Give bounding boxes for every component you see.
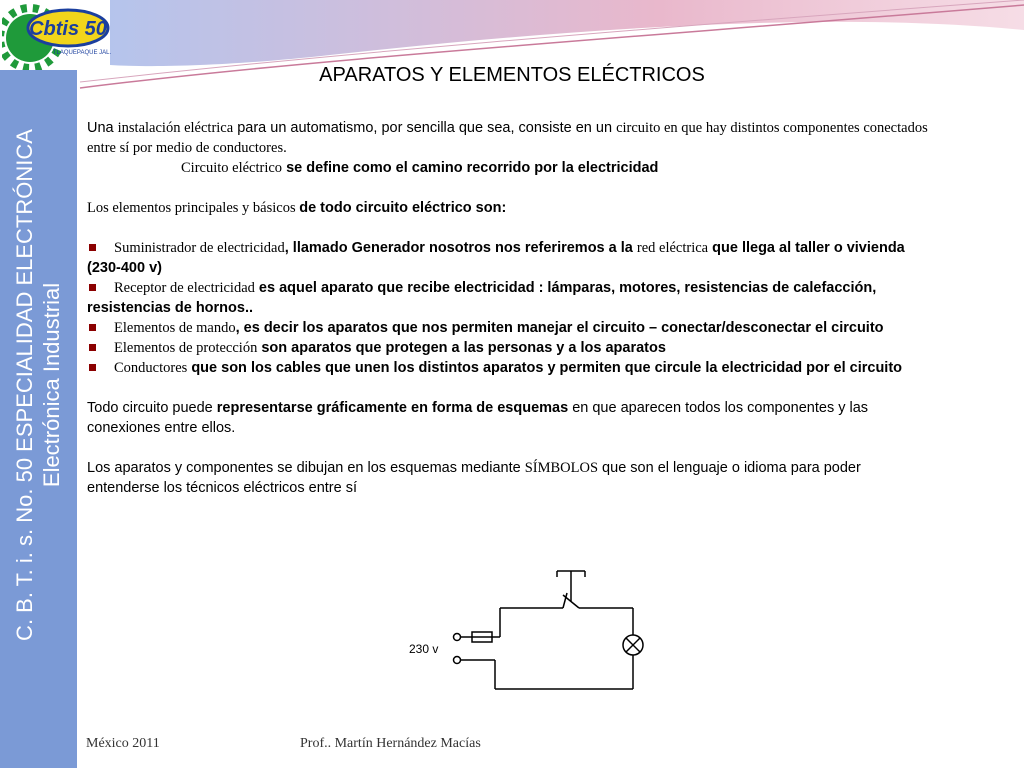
logo-subtext: TLAQUEPAQUE JAL. <box>52 50 112 56</box>
switch-icon <box>557 571 585 608</box>
bullet-icon <box>89 244 96 251</box>
voltage-label: 230 v <box>409 642 439 656</box>
specialty-name: Electrónica Industrial <box>39 282 64 488</box>
bullet-icon <box>89 364 96 371</box>
footer-author: Prof.. Martín Hernández Macías <box>300 736 481 751</box>
intro-paragraph: Una instalación eléctrica para un automatismo, por sencilla que sea, consiste en un circuito en que hay distintos componentes conectados entre sí por medio de conductores. <box>87 120 928 156</box>
list-item: Elementos de mando, es decir los aparatos que nos permiten manejar el circuito – conectar/desconectar el circuito <box>87 318 937 338</box>
sidebar-school-label <box>11 85 65 685</box>
slide-content <box>87 118 937 498</box>
footer-date: México 2011 <box>86 736 160 751</box>
list-item: Elementos de protección son aparatos que protegen a las personas y a los aparatos <box>87 338 937 358</box>
slide-title: APARATOS Y ELEMENTOS ELÉCTRICOS <box>319 64 705 86</box>
list-item: Receptor de electricidad es aquel aparato que recibe electricidad : lámparas, motores, resistencias de calefacción, resistencias de hornos.. <box>87 280 877 316</box>
school-name: C. B. T. i. s. No. 50 ESPECIALIDAD ELECTRÓNICA <box>12 129 37 641</box>
bullet-icon <box>89 284 96 291</box>
school-logo <box>2 2 112 70</box>
list-item: Conductores que son los cables que unen los distintos aparatos y permiten que circule la electricidad por el circuito <box>87 358 937 378</box>
bullet-icon <box>89 344 96 351</box>
elements-intro: Los elementos principales y básicos de todo circuito eléctrico son: <box>87 200 507 216</box>
fuse-icon <box>472 632 492 642</box>
logo-text: Cbtis 50 <box>29 18 107 40</box>
definition-line: Circuito eléctrico se define como el camino recorrido por la electricidad <box>181 160 659 176</box>
circuit-diagram <box>395 563 650 705</box>
schemes-paragraph: Todo circuito puede representarse gráficamente en forma de esquemas en que aparecen todos los componentes y las conexiones entre ellos. <box>87 400 869 436</box>
lamp-icon <box>623 635 643 655</box>
terminal-icon <box>454 634 461 664</box>
list-item: Suministrador de electricidad, llamado Generador nosotros nos referiremos a la red eléctrica que llega al taller o vivienda (230-400 v) <box>87 240 905 276</box>
symbols-paragraph: Los aparatos y componentes se dibujan en los esquemas mediante SÍMBOLOS que son el lenguaje o idioma para poder entenderse los técnicos eléctricos entre sí <box>87 460 861 496</box>
bullet-icon <box>89 324 96 331</box>
